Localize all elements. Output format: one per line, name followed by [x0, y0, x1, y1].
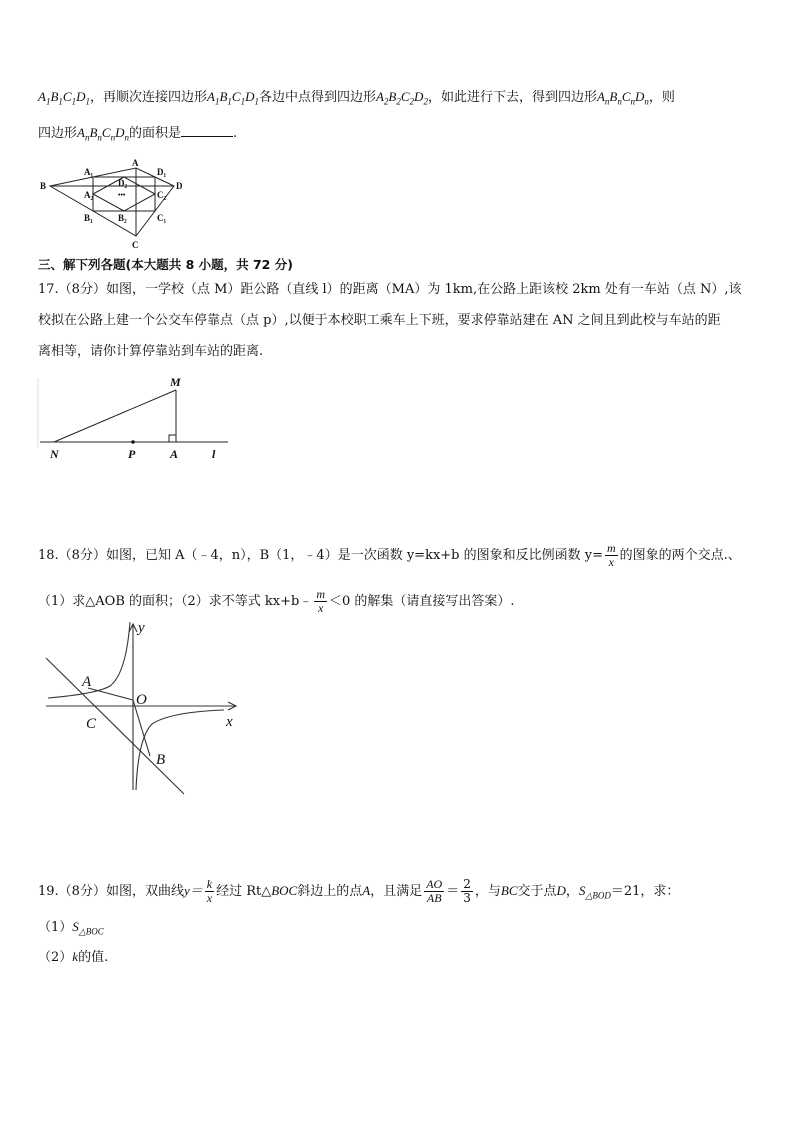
- frac-den: AB: [426, 891, 442, 905]
- label-C2: C₂: [157, 190, 167, 200]
- quad-anbncndn: $A_nB_nC_nD_n$: [596, 89, 649, 107]
- label-M: M: [170, 375, 181, 389]
- q18-line-2: [38, 588, 515, 615]
- q18-text: ＜0 的解集（请直接写出答案）.: [329, 594, 515, 609]
- label-D: D: [176, 181, 183, 191]
- fraction-ao-over-ab: [424, 878, 444, 905]
- q19-text: ＝21，求：: [610, 884, 680, 899]
- q18-text: 18.（8分）如图，已知 A（﹣4，n），B（1，﹣4）是一次函数 y=kx+b 的图象和反比例函数 y=: [38, 548, 603, 563]
- q16-period: .: [233, 126, 238, 141]
- label-A: A: [82, 674, 92, 690]
- quad-a2b2c2d2: $A_2B_2C_2D_2$: [375, 89, 428, 107]
- q19-eq: ＝: [446, 884, 460, 899]
- q19-text: 经过 Rt△: [216, 884, 272, 899]
- q19-sub1-num: （1）: [38, 920, 73, 935]
- fraction-m-over-x: [605, 542, 618, 569]
- q19-bod: △BOD: [585, 890, 611, 901]
- q18-text: 的图象的两个交点.、: [619, 548, 741, 563]
- q19-s: S: [578, 883, 586, 898]
- q19-d: D: [556, 883, 566, 898]
- section-heading: 三、解下列各题(本大题共 8 小题，共 72 分): [38, 257, 293, 272]
- label-A1: A₁: [84, 167, 94, 177]
- label-A: A: [132, 158, 139, 168]
- q19-sub2-num: （2）: [38, 950, 73, 965]
- q19-text: ，: [565, 884, 579, 899]
- q17-line-3: 离相等，请你计算停靠站到车站的距离.: [38, 344, 264, 359]
- label-B1: B₁: [84, 213, 93, 223]
- label-B: B: [156, 752, 166, 768]
- frac-num: m: [316, 587, 325, 601]
- segment-NM: [54, 390, 176, 442]
- label-A2: A₂: [84, 190, 94, 200]
- hyperbola-branch-right: [136, 710, 224, 790]
- label-A: A: [170, 447, 179, 461]
- q19-bc: BC: [500, 883, 518, 898]
- q16-line-2: [38, 124, 237, 147]
- frac-den: 3: [463, 891, 471, 905]
- label-x: x: [226, 714, 233, 730]
- frac-num: 2: [463, 877, 471, 891]
- fraction-m-over-x: [314, 588, 327, 615]
- frac-den: x: [608, 555, 614, 569]
- label-l: l: [212, 447, 216, 461]
- frac-num: AO: [426, 877, 443, 891]
- frac-den: x: [206, 891, 213, 905]
- answer-blank: [181, 124, 233, 137]
- q19-a: A: [362, 883, 371, 898]
- label-C1: C₁: [157, 213, 167, 223]
- q16-text: ，则: [648, 90, 675, 105]
- label-N: N: [50, 447, 59, 461]
- q19-y-eq: y＝: [183, 883, 203, 898]
- q18-figure: [40, 618, 250, 798]
- q16-text: 四边形: [38, 126, 78, 141]
- q17-line-1: 17.（8分）如图，一学校（点 M）距公路（直线 l）的距离（MA）为 1km,在公路上距该校 2km 处有一车站（点 N）,该: [38, 282, 742, 297]
- q16-text: 各边中点得到四边形: [258, 90, 376, 105]
- label-D1: D₁: [157, 167, 167, 177]
- q17-line-2: 校拟在公路上建一个公交车停靠点（点 p）,以便于本校职工乘车上下班，要求停靠站建在 AN 之间且到此校与车站的距: [38, 313, 721, 328]
- q16-figure: [38, 158, 198, 250]
- q19-text: ，与: [474, 884, 501, 899]
- label-C: C: [132, 240, 139, 250]
- quad-a1b1c1d1: $A_1B_1C_1D_1$: [38, 89, 90, 107]
- frac-den: x: [318, 601, 324, 615]
- q18-text: （1）求△AOB 的面积；（2）求不等式 kx+b﹣: [38, 594, 313, 609]
- q19-text: 19.（8分）如图，双曲线: [38, 884, 184, 899]
- label-D2: D₂: [118, 178, 128, 188]
- q19-line-1: [38, 878, 679, 905]
- q19-sub2-text: 的值.: [78, 950, 109, 965]
- q19-text: ，且满足: [370, 884, 423, 899]
- q18-line-1: [38, 542, 741, 569]
- label-P: P: [128, 447, 136, 461]
- label-B2: B₂: [118, 213, 127, 223]
- q19-text: 交于点: [517, 884, 557, 899]
- right-angle-mark: [169, 435, 176, 442]
- quad-anbncndn: $A_nB_nC_nD_n$: [77, 125, 129, 143]
- linear-function: [46, 658, 184, 794]
- q16-line-1: [38, 88, 675, 111]
- quad-a1b1c1d1: $A_1B_1C_1D_1$: [206, 89, 259, 107]
- q19-text: 斜边上的点: [297, 884, 363, 899]
- label-B: B: [40, 181, 47, 191]
- q19-sub1-s: S: [72, 919, 79, 934]
- q19-sub-2: [38, 948, 108, 967]
- q19-boc: BOC: [271, 883, 298, 898]
- frac-num: m: [607, 541, 616, 555]
- q16-text: 的面积是: [128, 126, 181, 141]
- label-C: C: [86, 716, 97, 732]
- q19-sub2-k: k: [72, 949, 79, 964]
- fraction-k-over-x: [205, 878, 214, 905]
- q19-sub-1: [38, 918, 104, 941]
- segment-AO: [88, 688, 133, 700]
- frac-num: k: [206, 877, 213, 891]
- fraction-2-over-3: [461, 878, 473, 905]
- label-dots: •••: [118, 191, 126, 199]
- q16-text: ，再顺次连接四边形: [89, 90, 207, 105]
- q16-text: ，如此进行下去，得到四边形: [427, 90, 597, 105]
- q17-figure: [36, 372, 236, 462]
- label-y: y: [138, 620, 145, 636]
- q19-sub1-boc: △BOC: [78, 926, 104, 937]
- label-O: O: [136, 692, 147, 708]
- point-P: [131, 440, 135, 444]
